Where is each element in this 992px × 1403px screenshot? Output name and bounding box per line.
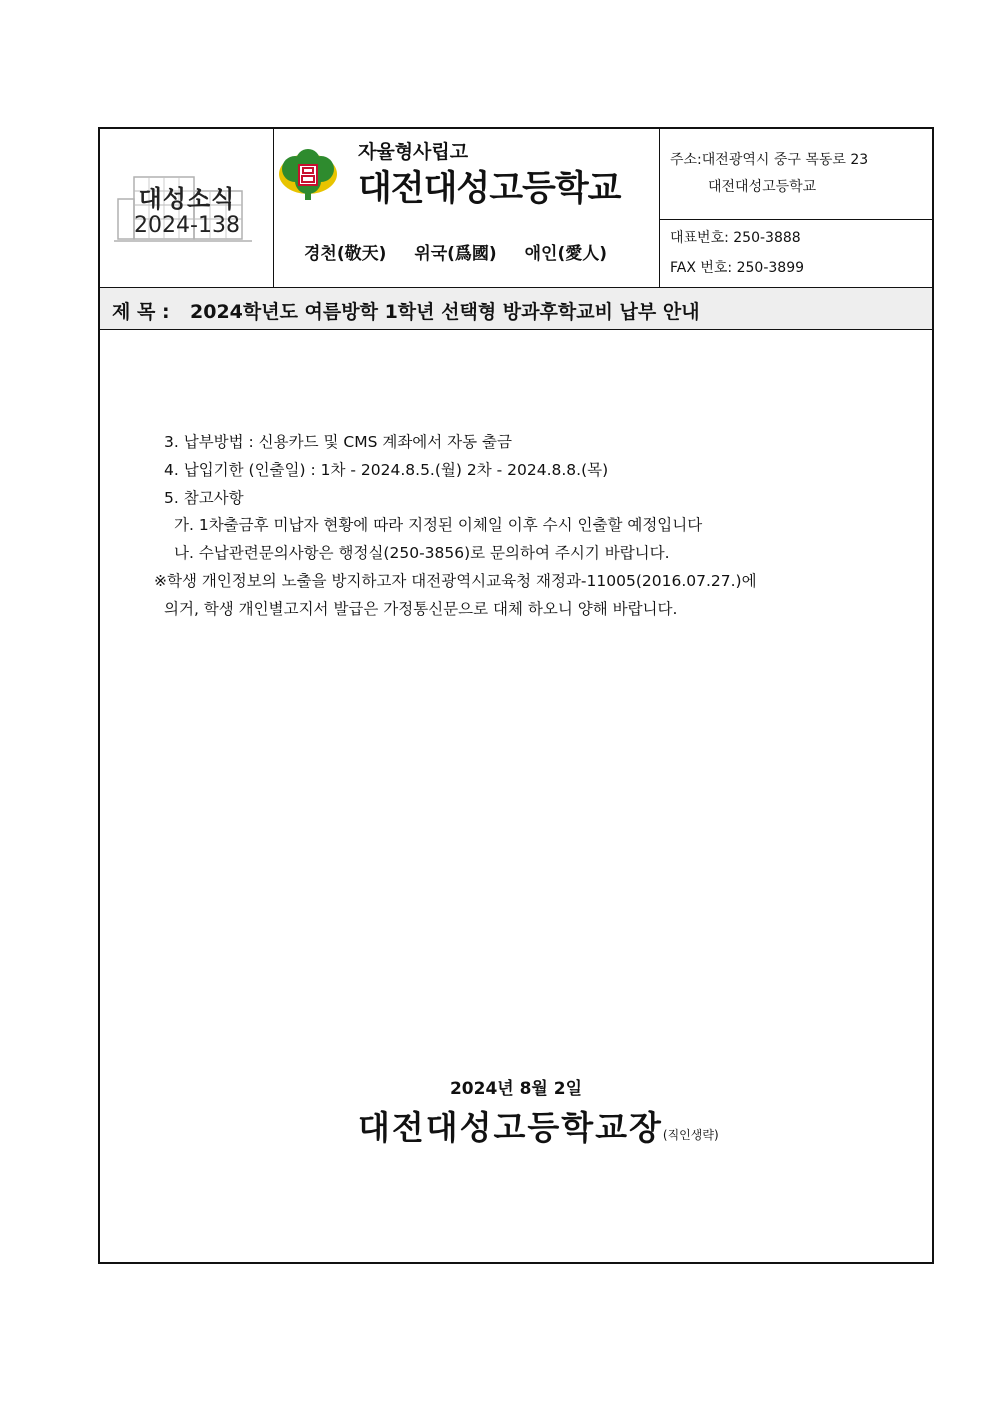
contact-info	[660, 129, 932, 287]
motto-item: 위국(爲國)	[414, 244, 497, 264]
school-motto	[304, 239, 629, 264]
motto-item: 경천(敬天)	[304, 244, 387, 264]
address-line-2: 대전대성고등학교	[708, 179, 817, 195]
document-frame	[98, 127, 934, 1264]
body-line: 4. 납입기한 (인출일) : 1차 - 2024.8.5.(월) 2차 - 2024.8.8.(목)	[164, 461, 609, 479]
body-line: 5. 참고사항	[164, 489, 244, 507]
school-name: 대전대성고등학교	[358, 169, 621, 209]
body-line: 3. 납부방법 : 신용카드 및 CMS 계좌에서 자동 출금	[164, 433, 513, 451]
subject-label: 제 목 :	[112, 301, 170, 323]
school-type: 자율형사립고	[358, 141, 469, 163]
body-line: 의거, 학생 개인별고지서 발급은 가정통신문으로 대체 하오니 양해 바랍니다.	[164, 600, 678, 618]
issue-date: 2024년 8월 2일	[449, 1079, 583, 1099]
school-emblem-icon	[278, 147, 338, 201]
phone-number: 대표번호: 250-3888	[670, 230, 801, 246]
body-line: 나. 수납관련문의사항은 행정실(250-3856)로 문의하여 주시기 바랍니다.	[174, 544, 670, 562]
newsletter-title: 대성소식	[138, 185, 236, 213]
newsletter-number: 2024-138	[134, 213, 240, 238]
address-block	[660, 129, 932, 220]
body-line: 가. 1차출금후 미납자 현황에 따라 지정된 이체일 이후 수시 인출할 예정입니다	[174, 516, 703, 534]
fax-number: FAX 번호: 250-3899	[670, 260, 805, 276]
school-identity	[274, 129, 660, 287]
address-line-1: 주소:대전광역시 중구 목동로 23	[670, 152, 869, 168]
subject-text: 2024학년도 여름방학 1학년 선택형 방과후학교비 납부 안내	[190, 301, 700, 323]
newsletter-badge	[100, 129, 274, 287]
signature	[358, 1102, 719, 1149]
letterhead	[100, 129, 932, 288]
motto-item: 애인(愛人)	[524, 244, 608, 264]
body-line: ※학생 개인정보의 노출을 방지하고자 대전광역시교육청 재정과-11005(2016.07.27.)에	[154, 572, 757, 590]
signature-note: (직인생략)	[662, 1128, 719, 1142]
signature-name: 대전대성고등학교장	[358, 1108, 663, 1147]
subject-bar	[100, 288, 932, 330]
